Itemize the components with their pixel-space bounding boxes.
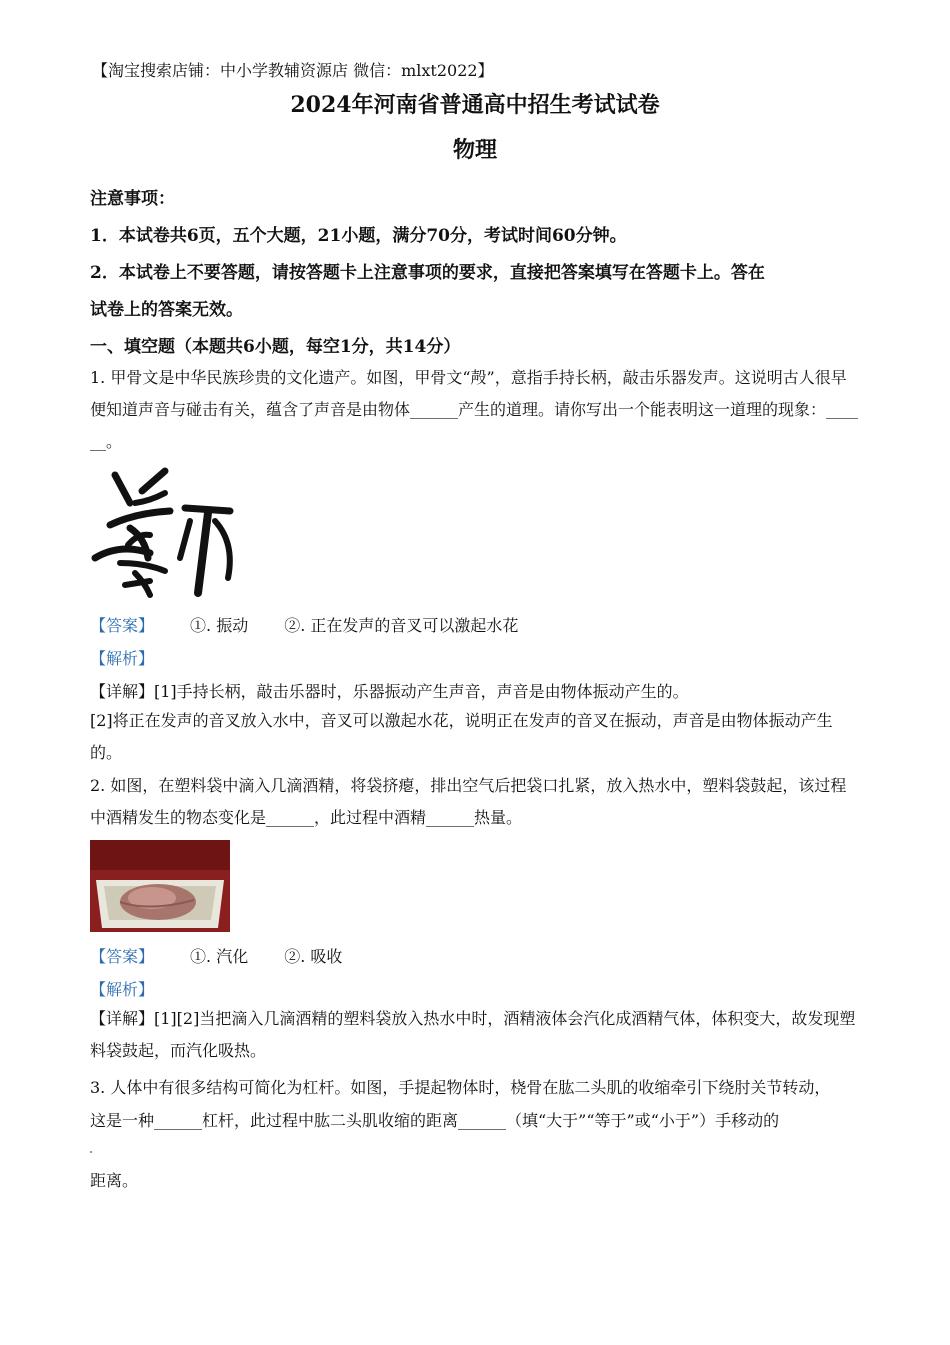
notice-heading: 注意事项：: [90, 189, 175, 209]
answer-tag: 【答案】: [90, 616, 155, 635]
analysis-tag: 【解析】: [90, 649, 155, 668]
question-1-detail-1: 【详解】[1]手持长柄，敲击乐器时，乐器振动产生声音，声音是由物体振动产生的。: [90, 682, 689, 701]
oracle-bone-character-image: [90, 463, 240, 598]
subject-title: 物理: [452, 137, 497, 163]
answer-choice-1: ①. 汽化: [190, 947, 249, 966]
answer-choice-1: ①. 振动: [190, 616, 249, 635]
exam-title: 2024年河南省普通高中招生考试试卷: [290, 92, 660, 118]
question-2-detail-1: 【详解】[1][2]当把滴入几滴酒精的塑料袋放入热水中时，酒精液体会汽化成酒精气体，体积变大，故发现塑料袋鼓起，而汽化吸热。: [90, 1009, 856, 1060]
section-heading: 一、填空题（本题共6小题，每空1分，共14分）: [90, 337, 461, 357]
plastic-bag-in-hot-water-photo: [90, 840, 230, 932]
shop-banner: 【淘宝搜索店铺：中小学教辅资源店 微信：mlxt2022】: [92, 61, 494, 80]
answer-tag: 【答案】: [90, 947, 155, 966]
stray-mark: [90, 1151, 92, 1153]
analysis-tag: 【解析】: [90, 980, 155, 999]
notice-item-2-line1: 2．本试卷上不要答题，请按答题卡上注意事项的要求，直接把答案填写在答题卡上。答在: [90, 263, 765, 283]
question-2-answer: [90, 944, 342, 967]
notice-item-1: 1．本试卷共6页，五个大题，21小题，满分70分，考试时间60分钟。: [90, 226, 627, 246]
question-1-detail-2: [2]将正在发声的音叉放入水中，音叉可以激起水花，说明正在发声的音叉在振动，声音是由物体振动产生的。: [90, 711, 833, 762]
notice-item-2-line2: 试卷上的答案无效。: [90, 300, 243, 320]
question-3-line-2: 这是一种______杠杆，此过程中肱二头肌收缩的距离______（填“大于”“等于”或“小于”）手移动的: [90, 1111, 780, 1130]
answer-choice-2: ②. 正在发声的音叉可以激起水花: [284, 616, 519, 635]
question-3-line-1: 3. 人体中有很多结构可简化为杠杆。如图，手提起物体时，桡骨在肱二头肌的收缩牵引下绕肘关节转动，: [90, 1078, 831, 1097]
answer-choice-2: ②. 吸收: [284, 947, 343, 966]
question-2-text: 2. 如图，在塑料袋中滴入几滴酒精，将袋挤瘪，排出空气后把袋口扎紧，放入热水中，塑料袋鼓起，该过程中酒精发生的物态变化是______，此过程中酒精______热量。: [90, 776, 847, 827]
question-3-line-3: 距离。: [90, 1171, 139, 1190]
question-1-answer: [90, 613, 518, 636]
question-1-text: 1. 甲骨文是中华民族珍贵的文化遗产。如图，甲骨文“殸”，意指手持长柄，敲击乐器发声。这说明古人很早便知道声音与碰击有关，蕴含了声音是由物体______产生的道理。请你写出一个能表明这一道理的现象：______。: [90, 368, 859, 451]
